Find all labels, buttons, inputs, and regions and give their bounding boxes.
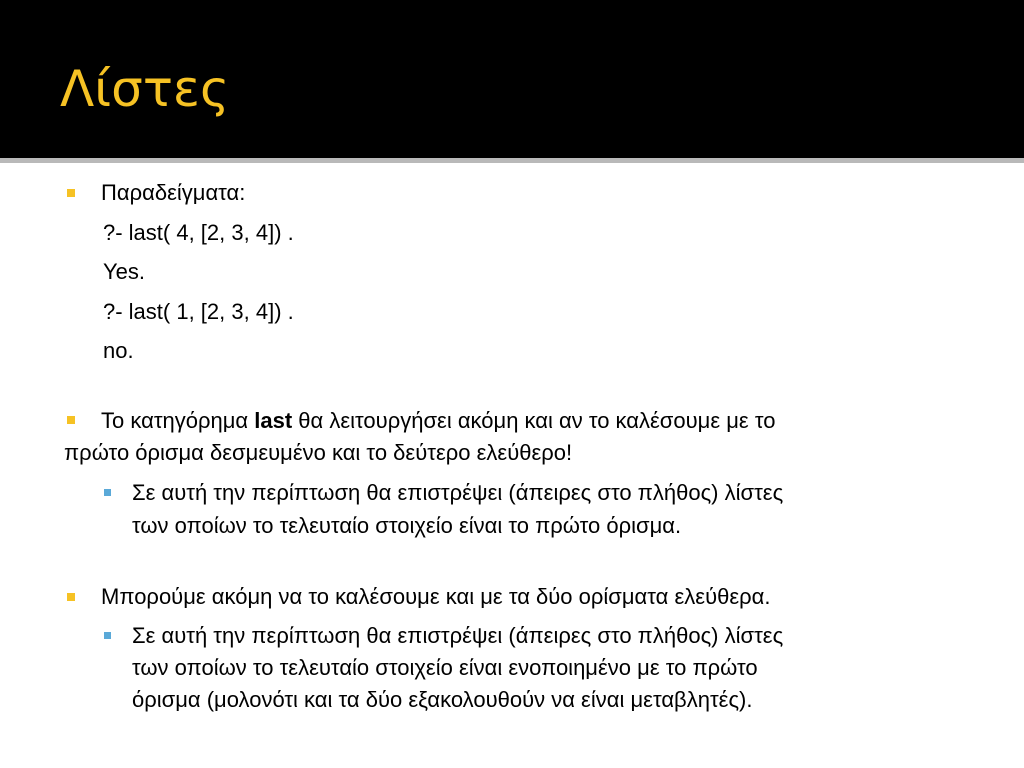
- predicate-sub-line-2: των οποίων το τελευταίο στοιχείο είναι το πρώτο όρισμα.: [132, 513, 682, 538]
- sub-bullet-square-icon: [104, 632, 111, 639]
- bullet-square-icon: [67, 416, 75, 424]
- predicate-name: last: [254, 408, 293, 433]
- bullet-square-icon: [67, 593, 75, 601]
- both-free-sub-line-3: όρισμα (μολονότι και τα δύο εξακολουθούν να είναι μεταβλητές).: [132, 687, 753, 712]
- both-free-sub-line-2: των οποίων το τελευταίο στοιχείο είναι ενοποιημένο με το πρώτο: [132, 655, 758, 680]
- bullet-square-icon: [67, 189, 75, 197]
- example-query-2: ?- last( 1, [2, 3, 4]) .: [103, 299, 294, 324]
- both-free-text: Μπορούμε ακόμη να το καλέσουμε και με τα δύο ορίσματα ελεύθερα.: [101, 584, 771, 609]
- example-answer-2: no.: [103, 338, 134, 363]
- predicate-sub-line-1: Σε αυτή την περίπτωση θα επιστρέψει (άπειρες στο πλήθος) λίστες: [132, 480, 784, 505]
- example-answer-1: Yes.: [103, 259, 146, 284]
- predicate-suffix: θα λειτουργήσει ακόμη και αν το καλέσουμε με το: [292, 408, 776, 433]
- sub-bullet-square-icon: [104, 489, 111, 496]
- predicate-line-2: πρώτο όρισμα δεσμευμένο και το δεύτερο ελεύθερο!: [64, 440, 573, 465]
- example-query-1: ?- last( 4, [2, 3, 4]) .: [103, 220, 294, 245]
- predicate-prefix: Το κατηγόρημα: [101, 408, 255, 433]
- predicate-line-1: [101, 407, 775, 435]
- both-free-sub-line-1: Σε αυτή την περίπτωση θα επιστρέψει (άπειρες στο πλήθος) λίστες: [132, 623, 784, 648]
- slide-title: Λίστες: [60, 60, 230, 118]
- examples-label: Παραδείγματα:: [101, 180, 246, 205]
